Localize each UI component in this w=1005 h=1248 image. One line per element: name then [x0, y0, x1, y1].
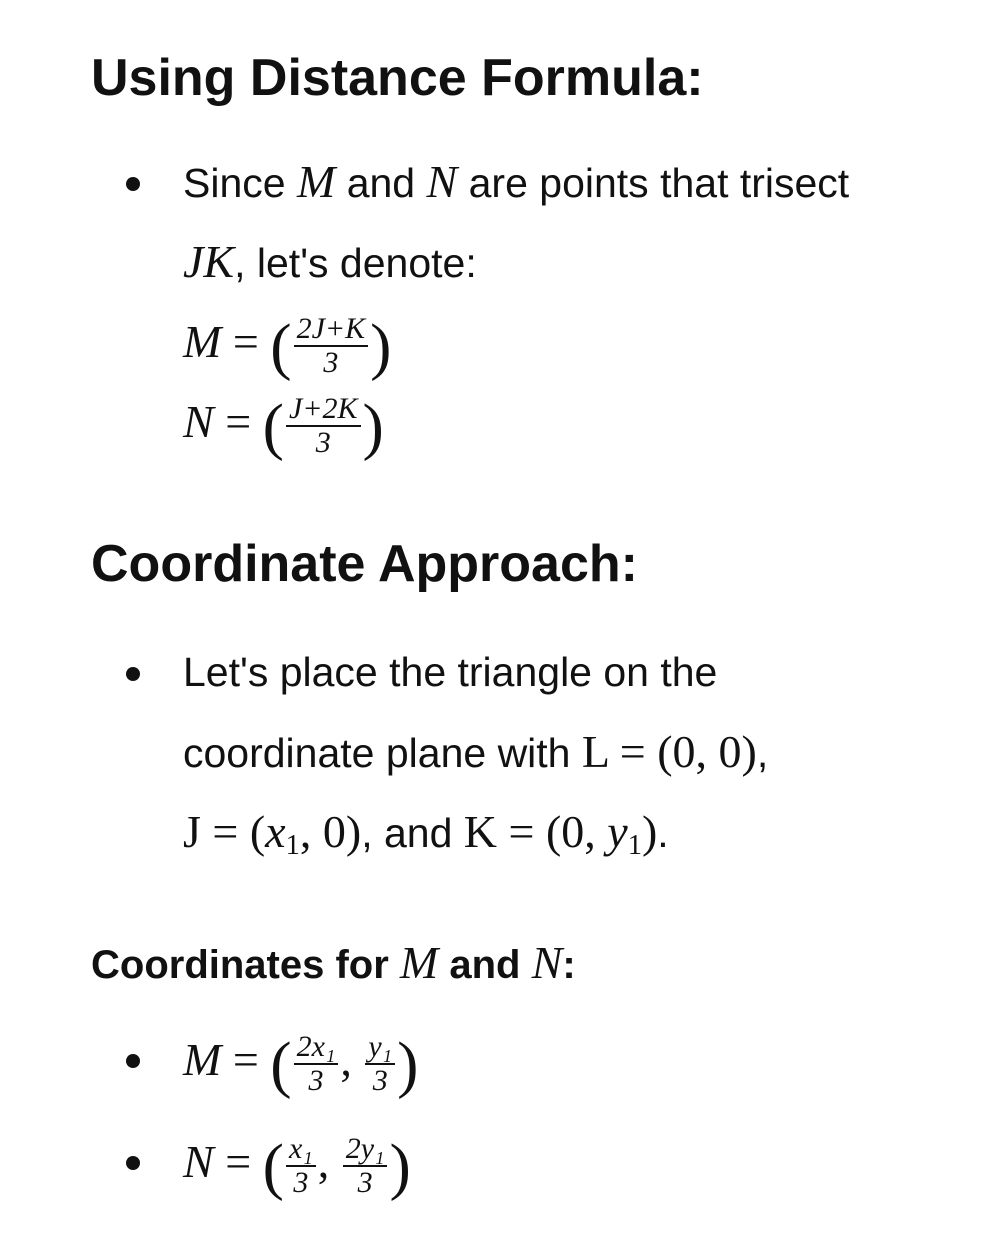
fraction-y: $\frac{\text{y₁}}{3}$: [365, 1031, 395, 1097]
comma: ,: [756, 730, 769, 776]
fraction-x: $\frac{\text{x₁}}{3}$: [286, 1133, 316, 1199]
fraction-denominator: 3: [323, 346, 339, 380]
text-coordinate-plane: coordinate plane with: [183, 730, 571, 776]
left-paren: (: [262, 390, 284, 462]
heading-distance-formula: Using Distance Formula:: [91, 49, 704, 107]
math-l-origin: L = (0, 0): [581, 726, 757, 777]
fraction-denominator: 3: [315, 426, 331, 460]
right-paren: ): [389, 1130, 411, 1202]
fraction-n: [286, 393, 361, 459]
left-paren: (: [262, 1130, 284, 1202]
trisect-sentence-line2: [183, 236, 477, 289]
bullet: [126, 1156, 140, 1170]
placement-line3: [183, 806, 669, 872]
math-jk: JK: [183, 236, 235, 287]
bullet: [126, 667, 140, 681]
coords-m-lhs: M: [183, 1034, 222, 1085]
heading-coordinate-approach: Coordinate Approach:: [91, 535, 638, 593]
fraction-y: $\frac{\text{2y₁}}{3}$: [343, 1133, 388, 1199]
fraction-numerator: J+2K: [286, 393, 361, 427]
coords-n-equals: =: [225, 1136, 252, 1187]
bullet: [126, 1054, 140, 1068]
period: .: [657, 810, 669, 856]
text-and: and: [346, 160, 416, 206]
right-paren: ): [362, 390, 384, 462]
coords-m: [183, 1024, 419, 1100]
left-paren: (: [270, 1028, 292, 1100]
eq-m-lhs: M: [183, 316, 222, 367]
eq-n-equals: =: [225, 396, 252, 447]
math-n: N: [426, 156, 458, 207]
equation-n: [183, 386, 384, 462]
right-paren: ): [397, 1028, 419, 1100]
text-denote: , let's denote:: [234, 240, 477, 286]
comma: ,: [317, 1136, 330, 1187]
coords-n: [183, 1126, 411, 1202]
eq-n-lhs: N: [183, 396, 214, 447]
text-since: Since: [183, 160, 286, 206]
heading-coordinates-m-n: Coordinates for M and N:: [91, 937, 576, 988]
text-and: , and: [361, 810, 453, 856]
coords-m-equals: =: [232, 1034, 259, 1085]
fraction-x: $\frac{\text{2x₁}}{3}$: [294, 1031, 339, 1097]
math-m: M: [296, 156, 336, 207]
equation-m: [183, 306, 392, 382]
comma: ,: [340, 1034, 352, 1085]
text-trisect: are points that trisect: [468, 160, 850, 206]
left-paren: (: [270, 310, 292, 382]
math-k-point: K = (0, $y_1$): [463, 806, 658, 862]
eq-m-equals: =: [232, 316, 259, 367]
trisect-sentence-line1: [183, 156, 849, 209]
placement-line1: Let's place the triangle on the: [183, 649, 718, 695]
bullet: [126, 177, 140, 191]
fraction-numerator: 2J+K: [294, 313, 369, 347]
fraction-m: [294, 313, 369, 379]
coords-n-lhs: N: [183, 1136, 214, 1187]
placement-line2: [183, 726, 768, 779]
right-paren: ): [370, 310, 392, 382]
math-j-point: $J = (x_1$, 0): [183, 806, 362, 862]
